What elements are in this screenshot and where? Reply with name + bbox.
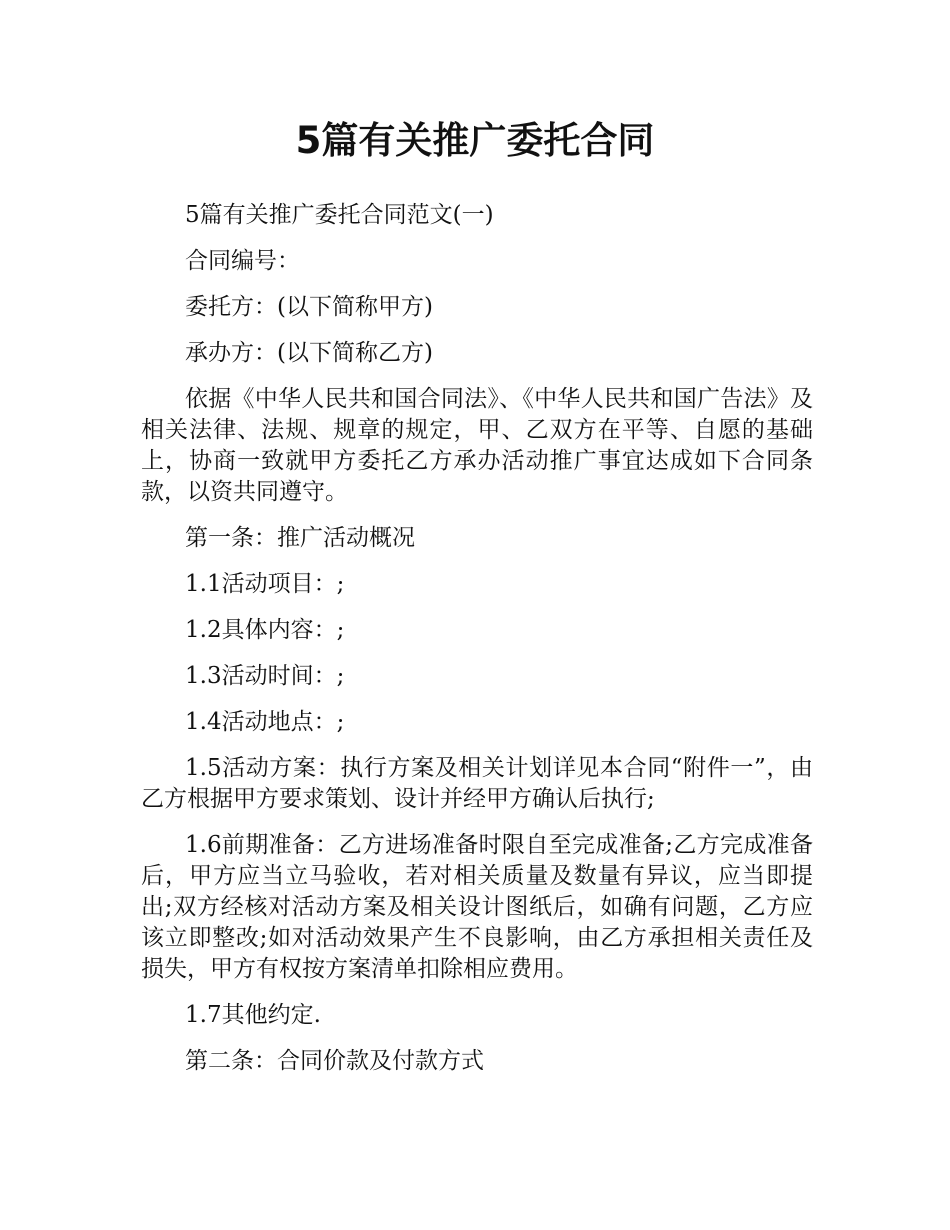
paragraph-clause-1-4: 1.4活动地点：; <box>185 709 345 735</box>
paragraph-contractor: 承办方：(以下简称乙方) <box>185 340 433 366</box>
paragraph-client: 委托方：(以下简称甲方) <box>185 294 433 320</box>
document-body <box>141 200 813 1092</box>
paragraph-contract-number: 合同编号： <box>185 248 300 274</box>
paragraph-clause-1-1: 1.1活动项目：; <box>185 571 345 597</box>
paragraph-article-2: 第二条：合同价款及付款方式 <box>185 1048 484 1074</box>
document-title: 5篇有关推广委托合同 <box>295 119 655 162</box>
paragraph-clause-1-2: 1.2具体内容：; <box>185 617 345 643</box>
paragraph-clause-1-5: 1.5活动方案：执行方案及相关计划详见本合同“附件一”，由乙方根据甲方要求策划、设计并经甲方确认后执行; <box>141 755 813 812</box>
paragraph-article-1: 第一条：推广活动概况 <box>185 525 415 551</box>
paragraph-preamble: 依据《中华人民共和国合同法》、《中华人民共和国广告法》及相关法律、法规、规章的规定，甲、乙双方在平等、自愿的基础上，协商一致就甲方委托乙方承办活动推广事宜达成如下合同条款，以资共同遵守。 <box>141 386 813 505</box>
paragraph-heading: 5篇有关推广委托合同范文(一) <box>185 202 494 228</box>
paragraph-clause-1-3: 1.3活动时间：; <box>185 663 345 689</box>
paragraph-clause-1-7: 1.7其他约定. <box>185 1002 321 1028</box>
paragraph-clause-1-6: 1.6前期准备：乙方进场准备时限自至完成准备;乙方完成准备后，甲方应当立马验收，若对相关质量及数量有异议，应当即提出;双方经核对活动方案及相关设计图纸后，如确有问题，乙方应该立即整改;如对活动效果产生不良影响，由乙方承担相关责任及损失，甲方有权按方案清单扣除相应费用。 <box>141 832 813 982</box>
